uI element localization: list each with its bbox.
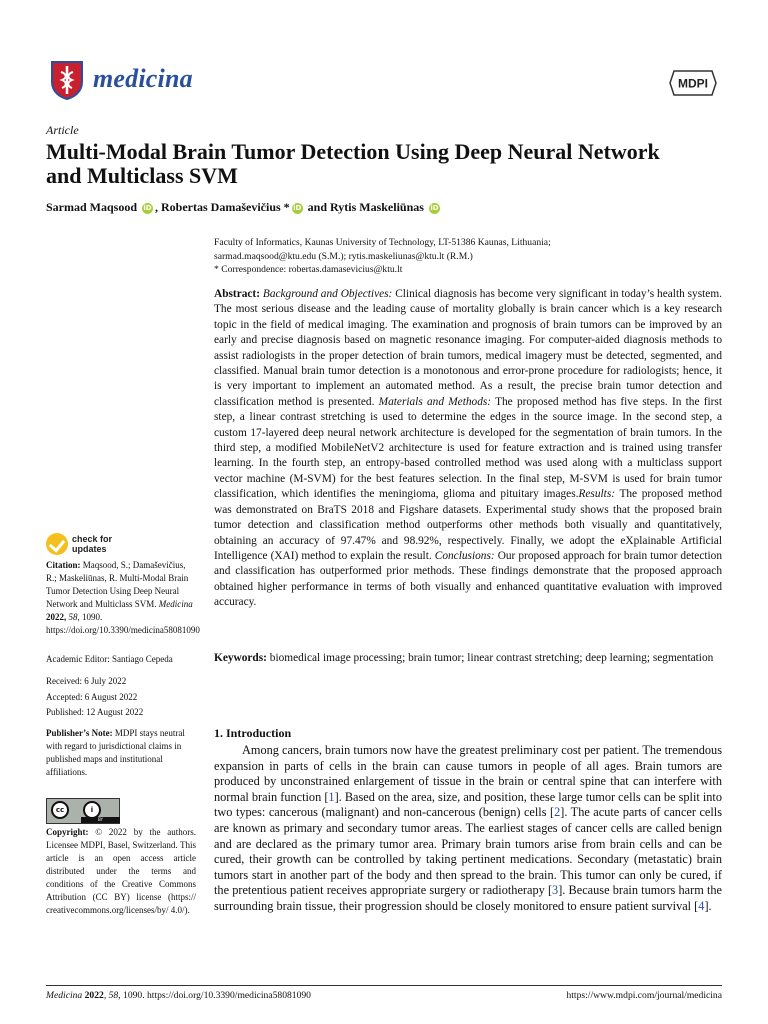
attribution-person-icon: i [83, 801, 101, 819]
publisher-name: MDPI [678, 76, 708, 91]
received-date: Received: 6 July 2022 [46, 676, 127, 686]
introduction-paragraph [214, 743, 722, 915]
cc-by-label: BY [81, 817, 120, 823]
citation-link[interactable]: 1 [328, 789, 335, 804]
check-badge-icon [46, 533, 68, 555]
citation-doi: , 1090. https://doi.org/10.3390/medicina58081090 [46, 612, 200, 635]
intro-text: ]. The acute parts of cancer cells are known as primary and secondary tumor areas. The earliest stages of cancer cells are called benign and are declared as the primary tumor area. Primary brain tumors arise from brain cells and can be cured, their growth can be controlled by taking pertinent medications. Secondary (metastatic) brain tumors start in another part of the body and then spread to the brain. This tumor can only be cured, if the pretentious patient receives appropriate surgery or radiotherapy [ [214, 805, 722, 898]
article-title: Multi-Modal Brain Tumor Detection Using Deep Neural Network and Multiclass SVM [46, 139, 660, 188]
affiliation-line: Faculty of Informatics, Kaunas University of Technology, LT-51386 Kaunas, Lithuania; [214, 237, 551, 248]
journal-header [46, 58, 722, 104]
publisher-logo-icon [668, 68, 718, 98]
correspondence-line: * Correspondence: robertas.damasevicius@ktu.lt [214, 264, 403, 275]
academic-editor: Academic Editor: Santiago Cepeda [46, 654, 173, 664]
intro-text: ]. Because brain tumors harm the surrounding brain tissue, their progression should be closely monitored to ensure patient survival [ [214, 883, 722, 913]
intro-text: Among cancers, brain tumors now have the greatest preliminary cost per patient. The tremendous expansion in parts of cells in the brain can cause tumors in people of all ages. Brain tumors are produced by unconstrained enlargement of tissue in the brain or central spine that can interfere with normal brain function [ [214, 743, 722, 804]
citation-journal: Medicina [158, 599, 193, 609]
check-updates-line: updates [72, 544, 107, 554]
citation-link[interactable]: 2 [554, 805, 561, 820]
citation-text: Maqsood, S.; Damaševičius, R.; Maskeliūnas, R. Multi-Modal Brain Tumor Detection Using Deep Neural Network and Multiclass SVM. [46, 560, 189, 609]
citation-label: Citation: [46, 560, 81, 570]
intro-text: ]. [704, 898, 712, 913]
citation-year: 2022, [46, 612, 69, 622]
section-heading: 1. Introduction [214, 726, 292, 740]
author-name: , Robertas Damaševičius * [155, 200, 290, 214]
accepted-date: Accepted: 6 August 2022 [46, 692, 138, 702]
check-for-updates-button[interactable] [46, 533, 156, 557]
orcid-icon[interactable]: iD [293, 204, 302, 212]
check-updates-line: check for [72, 534, 113, 544]
abstract-results-text: The proposed method was demonstrated on BraTS 2018 and Figshare datasets. Experimental study shows that the proposed brain tumor detection and classification method outperforms other methods both visually and quantitatively, obtaining an accuracy of 97.47% and 98.92%, respectively. Finally, we adopt the eXplainable Artificial Intelligence (XAI) method to explain the result. [214, 488, 722, 562]
publisher-note [46, 727, 196, 779]
keywords-text: biomedical image processing; brain tumor; linear contrast stretching; deep learning; segmentation [266, 652, 714, 664]
author-list [46, 200, 442, 215]
cc-by-license-badge[interactable] [46, 798, 120, 824]
abstract-conclusions-label: Conclusions: [434, 549, 495, 562]
orcid-icon[interactable]: iD [430, 204, 439, 212]
footer-volume: , 58 [103, 990, 119, 1001]
citation-link[interactable]: 3 [552, 883, 559, 898]
publisher-note-label: Publisher’s Note: [46, 728, 113, 738]
article-type: Article [46, 123, 79, 137]
citation-link[interactable]: 4 [698, 898, 705, 913]
footer-doi: , 1090. https://doi.org/10.3390/medicina58081090 [118, 990, 311, 1001]
footer-journal-link[interactable]: https://www.mdpi.com/journal/medicina [566, 990, 722, 1001]
abstract-results-label: Results: [578, 488, 616, 501]
keywords-label: Keywords: [214, 652, 267, 664]
abstract [214, 287, 722, 611]
copyright-text: © 2022 by the authors. Licensee MDPI, Basel, Switzerland. This article is an open access article distributed under the terms and conditions of the Creative Commons Attribution (CC BY) license (https:// creativecommons.org/licenses/by/ 4.0/). [46, 827, 196, 915]
abstract-label: Abstract: [214, 288, 260, 300]
intro-text: ]. Based on the area, size, and position, these large tumor cells can be split into two types: cancerous (malignant) and non-cancerous (benign) cells [ [214, 789, 723, 820]
abstract-background-text: Clinical diagnosis has become very significant in today’s health system. The most serious disease and the leading cause of mortality globally is brain cancer which is a key research topic in the field of medical imaging. The examination and prognosis of brain tumors can be improved by an early and precise diagnosis based on magnetic resonance imaging. For computer-aided diagnosis methods to assist radiologists in the proper detection of brain tumors, medical imagery must be detected, segmented, and classified. Manual brain tumor detection is a monotonous and error-prone procedure for radiologists; hence, it is very important to implement an automated method. As a result, the precise brain tumor detection and classification method is presented. [214, 288, 722, 408]
affiliation-emails: sarmad.maqsood@ktu.edu (S.M.); rytis.maskeliunas@ktu.lt (R.M.) [214, 251, 473, 262]
footer-divider [46, 985, 722, 986]
published-date: Published: 12 August 2022 [46, 707, 144, 717]
keywords [214, 650, 722, 666]
cc-icon: cc [51, 801, 69, 819]
citation-volume: 58 [68, 612, 78, 622]
footer-citation [46, 990, 311, 1001]
check-updates-text [72, 534, 112, 554]
journal-name: medicina [93, 64, 193, 93]
abstract-background-label: Background and Objectives: [262, 288, 393, 300]
orcid-icon[interactable]: iD [143, 204, 152, 212]
citation-block [46, 559, 200, 637]
abstract-conclusions-text: Our proposed approach for brain tumor detection and classification has outperformed prior methods. These findings demonstrate that the proposed approach obtained higher performance in terms of both visually and enhanced quantitative evaluation with improved accuracy. [214, 549, 723, 609]
journal-logo-icon [50, 60, 84, 100]
footer-year: 2022 [82, 990, 104, 1001]
abstract-methods-text: The proposed method has five steps. In the first step, a linear contrast stretching is used to determine the edges in the source image. In the second step, a custom 17-layered deep neural network architecture is developed for the segmentation of brain tumors. In the third step, a modified MobileNetV2 architecture is used for feature extraction and is trained using transfer learning. In the fourth step, an entropy-based controlled method was used along with a multiclass support vector machine (M-SVM) for the best features selection. In the final step, M-SVM is used for brain tumor classification, which identifies the meningioma, glioma and pituitary images. [214, 395, 722, 501]
copyright-block [46, 826, 196, 917]
abstract-methods-label: Materials and Methods: [378, 395, 492, 408]
copyright-label: Copyright: [46, 827, 89, 837]
footer-journal: Medicina [46, 990, 83, 1001]
author-name: and Rytis Maskeliūnas [304, 200, 424, 214]
publisher-note-text: MDPI stays neutral with regard to jurisdictional claims in published maps and institutional affiliations. [46, 728, 185, 777]
author-name: Sarmad Maqsood [46, 200, 138, 214]
